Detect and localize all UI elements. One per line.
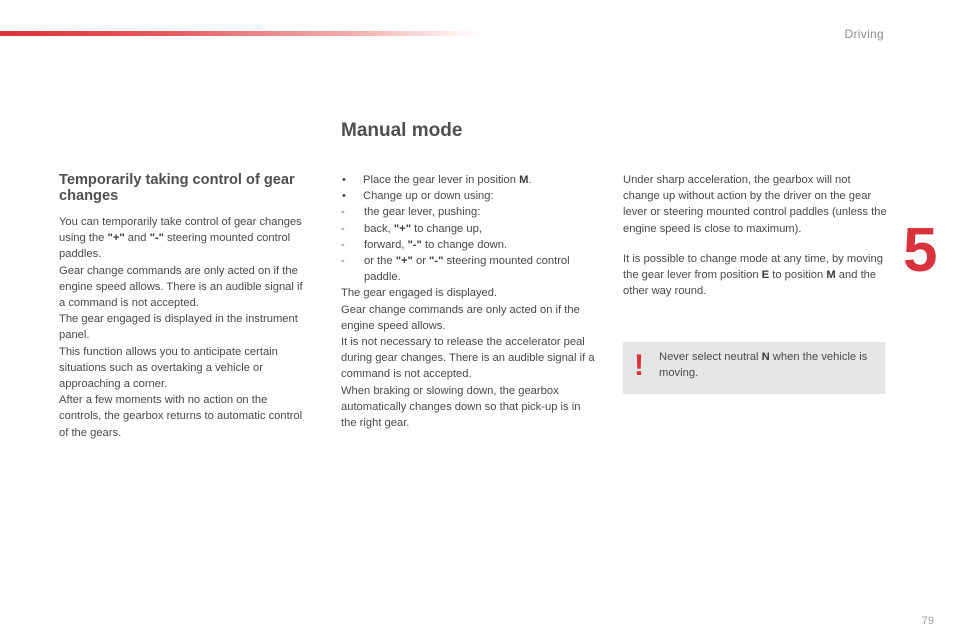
right-column	[623, 172, 888, 299]
left-line: This function allows you to anticipate certain situations such as overtaking a vehicle or approaching a corner.	[59, 345, 278, 391]
sub-step: - or the "+" or "-" steering mounted control paddle.	[341, 255, 570, 284]
sub-step: - forward, "-" to change down.	[341, 238, 508, 251]
middle-column	[341, 172, 599, 431]
left-line: The gear engaged is displayed in the instrument panel.	[59, 313, 298, 342]
intro-paragraph: You can temporarily take control of gear changes using the "+" and "-" steering mounted control paddles.	[59, 216, 302, 261]
left-column	[59, 172, 304, 441]
middle-line: Gear change commands are only acted on if the engine speed allows.	[341, 303, 580, 332]
mode-change-note: It is possible to change mode at any time, by moving the gear lever from position E to position M and the other way round.	[623, 252, 883, 298]
page-title: Manual mode	[341, 120, 463, 141]
step-item: • Place the gear lever in position M.	[341, 172, 599, 188]
bullet-icon: •	[342, 190, 346, 203]
header-accent-bar	[0, 31, 480, 36]
left-line: Gear change commands are only acted on if the engine speed allows. There is an audible signal if a command is not accepted.	[59, 264, 303, 310]
middle-line: It is not necessary to release the accelerator peal during gear changes. There is an audible signal if a command is not accepted.	[341, 336, 595, 381]
chapter-number: 5	[903, 216, 938, 285]
sub-step: - back, "+" to change up,	[341, 222, 482, 235]
warning-box	[623, 342, 885, 394]
middle-line: The gear engaged is displayed.	[341, 287, 498, 300]
warning-text: Never select neutral N when the vehicle is moving.	[659, 351, 868, 380]
middle-line: When braking or slowing down, the gearbox automatically changes down so that pick-up is in the right gear.	[341, 384, 581, 430]
page-number: 79	[921, 615, 934, 627]
left-line: After a few moments with no action on the controls, the gearbox returns to automatic control of the gears.	[59, 394, 303, 439]
acceleration-note: Under sharp acceleration, the gearbox will not change up without action by the driver on the gear lever or steering mounted control paddles (unless the engine speed is close to maximum).	[623, 174, 887, 235]
bullet-icon: •	[342, 174, 346, 186]
step-item: • Change up or down using:	[341, 188, 599, 204]
warning-icon: !	[634, 349, 644, 382]
sub-step: - the gear lever, pushing:	[341, 206, 481, 219]
section-label: Driving	[844, 27, 884, 41]
left-heading: Temporarily taking control of gear changes	[59, 172, 295, 204]
